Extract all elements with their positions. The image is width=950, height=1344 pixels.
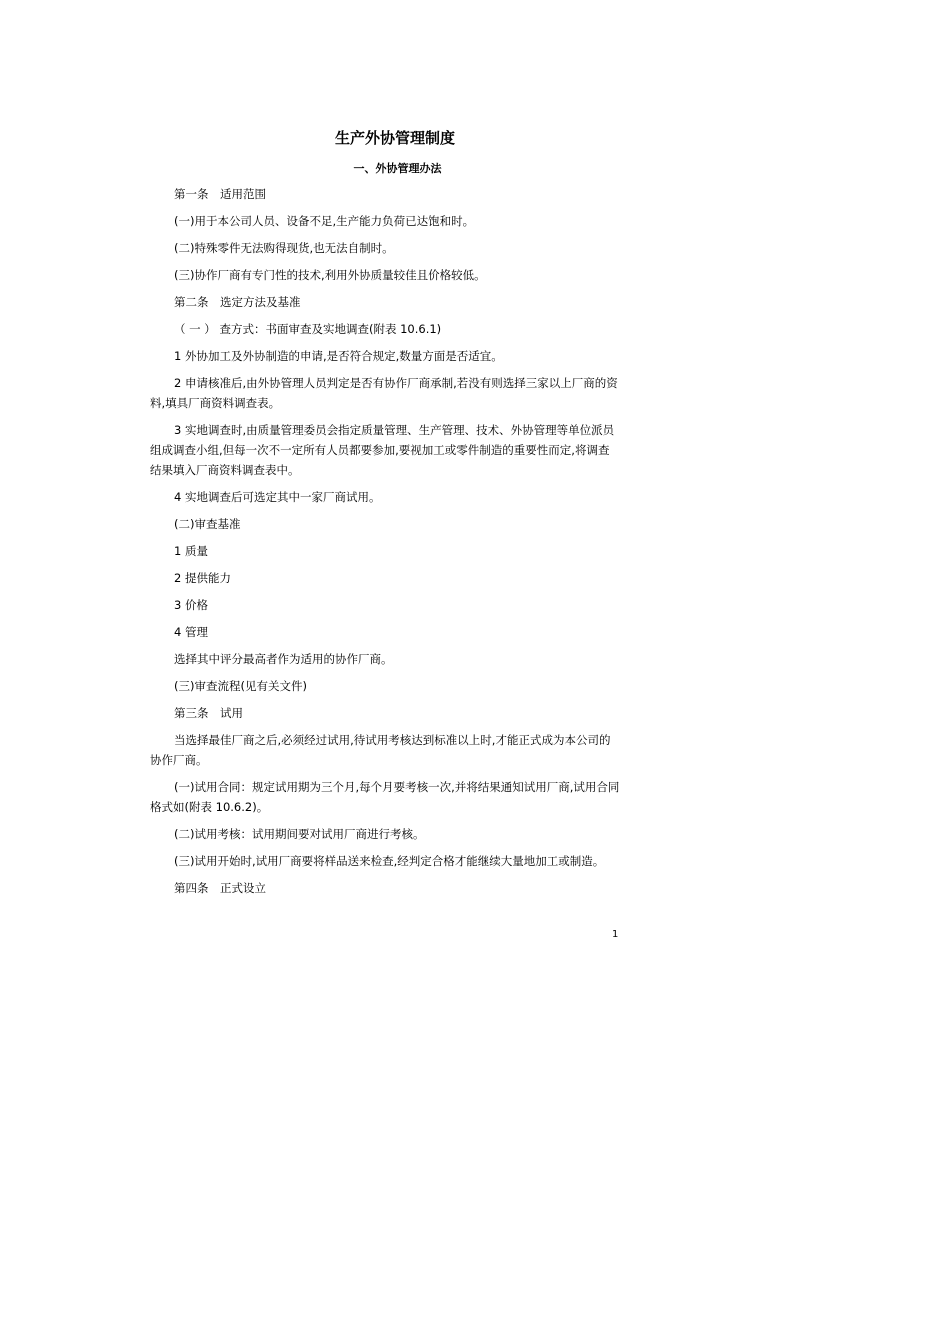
document-body	[150, 127, 620, 898]
paragraph: (三)协作厂商有专门性的技术,利用外协质量较佳且价格较低。	[174, 268, 486, 282]
paragraph: 3 价格	[174, 598, 208, 612]
article-2-heading: 第二条 选定方法及基准	[174, 295, 301, 309]
paragraph: (二)试用考核：试用期间要对试用厂商进行考核。	[174, 827, 425, 841]
paragraph: 3 实地调查时,由质量管理委员会指定质量管理、生产管理、技术、外协管理等单位派员组成调查小组,但每一次不一定所有人员都要参加,要视加工或零件制造的重要性而定,将调查结果填入厂商资料调查表中。	[150, 423, 615, 477]
paragraph: (二)审查基准	[174, 517, 241, 531]
paragraph: 4 管理	[174, 625, 208, 639]
paragraph: （ 一 ） 查方式：书面审查及实地调查(附表 10.6.1)	[174, 322, 442, 336]
article-3-heading: 第三条 试用	[174, 706, 243, 720]
section-heading: 一、外协管理办法	[353, 162, 442, 175]
paragraph: (一)试用合同：规定试用期为三个月,每个月要考核一次,并将结果通知试用厂商,试用合同格式如(附表 10.6.2)。	[150, 780, 620, 814]
paragraph: 选择其中评分最高者作为适用的协作厂商。	[174, 652, 393, 666]
paragraph: 当选择最佳厂商之后,必须经过试用,待试用考核达到标准以上时,才能正式成为本公司的协作厂商。	[150, 733, 611, 767]
paragraph: (一)用于本公司人员、设备不足,生产能力负荷已达饱和时。	[174, 214, 475, 228]
article-4-heading: 第四条 正式设立	[174, 881, 266, 895]
paragraph: 2 提供能力	[174, 571, 231, 585]
paragraph: 2 申请核准后,由外协管理人员判定是否有协作厂商承制,若没有则选择三家以上厂商的资料,填具厂商资料调查表。	[150, 376, 618, 410]
paragraph: (三)试用开始时,试用厂商要将样品送来检查,经判定合格才能继续大量地加工或制造。	[174, 854, 605, 868]
paragraph: 4 实地调查后可选定其中一家厂商试用。	[174, 490, 381, 504]
document-title: 生产外协管理制度	[334, 129, 455, 147]
paragraph: (二)特殊零件无法购得现货,也无法自制时。	[174, 241, 394, 255]
article-1-heading: 第一条 适用范围	[174, 187, 266, 201]
paragraph: 1 外协加工及外协制造的申请,是否符合规定,数量方面是否适宜。	[174, 349, 503, 363]
paragraph: 1 质量	[174, 544, 208, 558]
paragraph: (三)审查流程(见有关文件)	[174, 679, 307, 693]
page-number: 1	[612, 929, 619, 940]
